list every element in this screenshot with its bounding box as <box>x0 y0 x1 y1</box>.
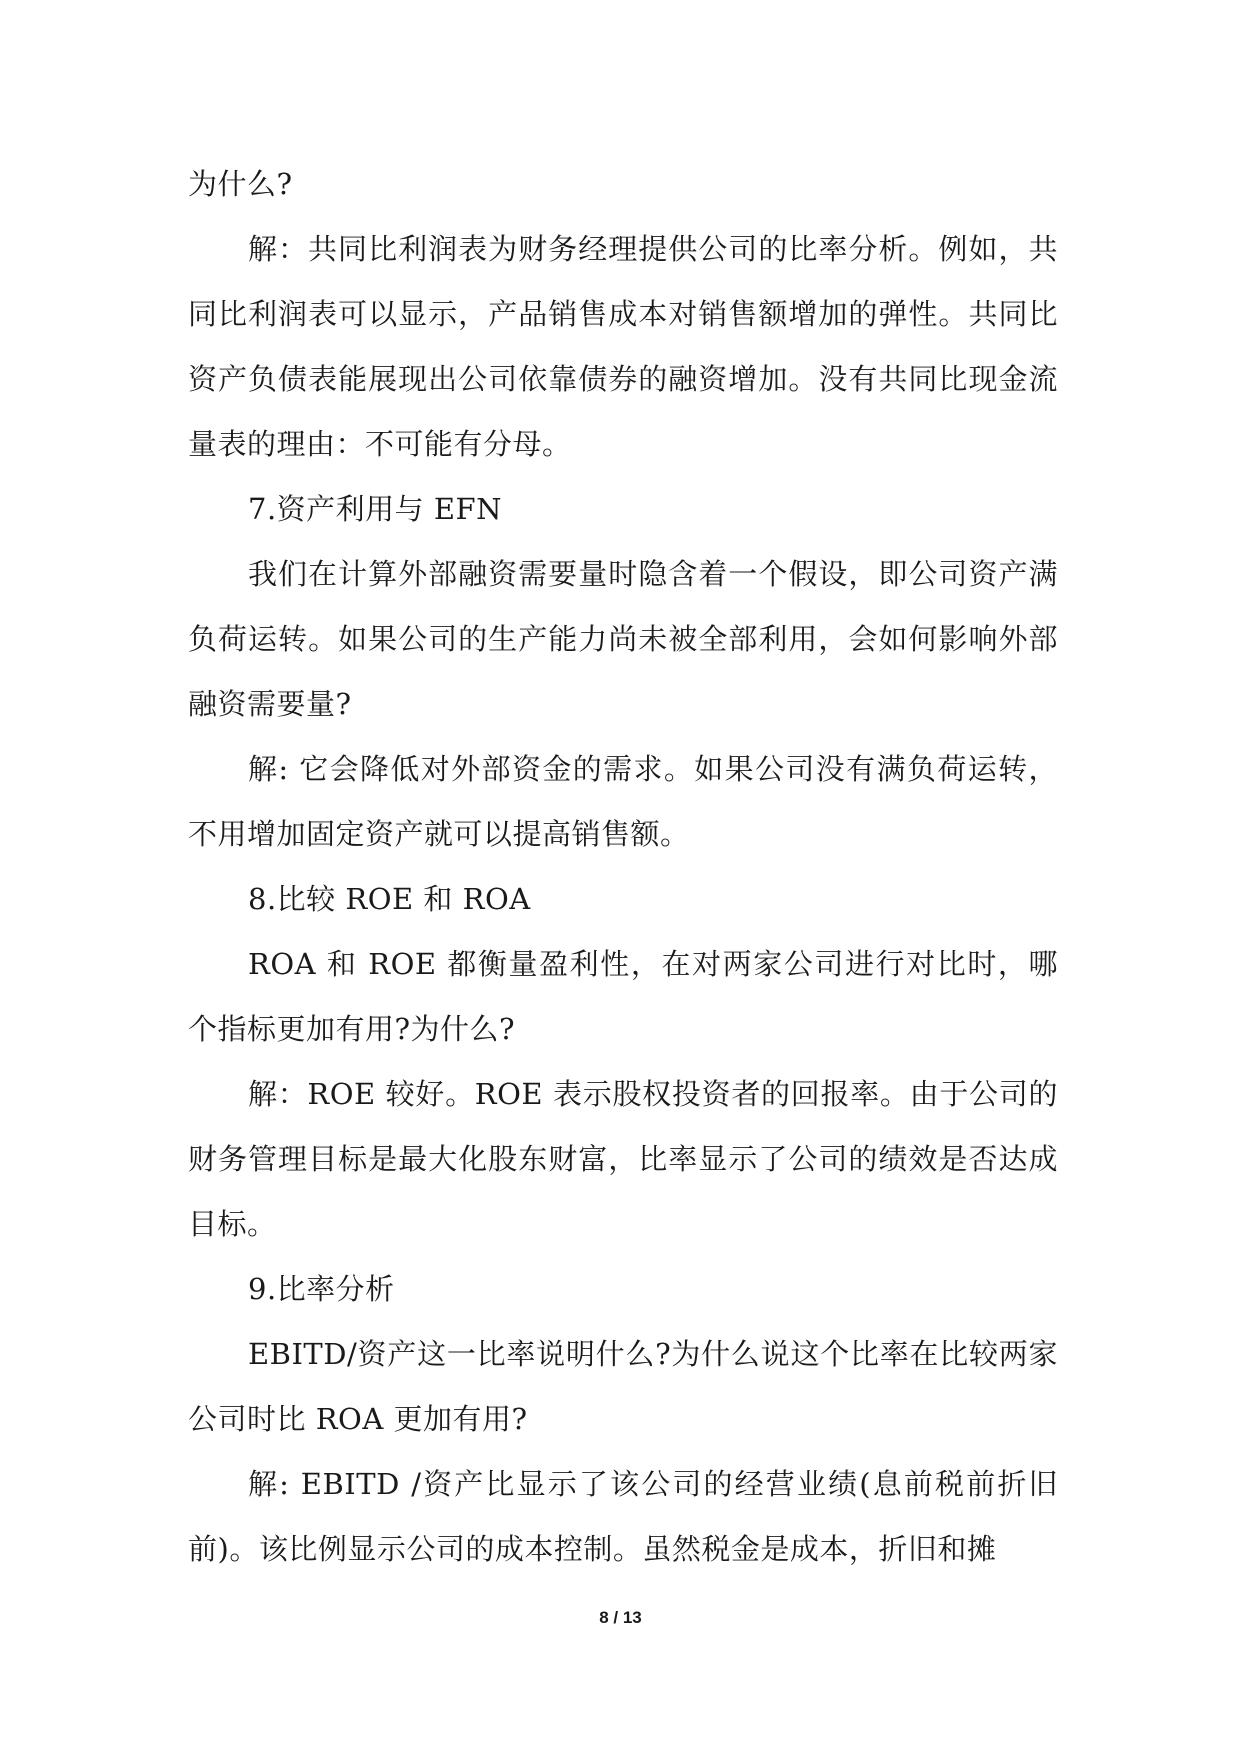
paragraph: 为什么? <box>188 167 293 201</box>
section-heading: 7.资产利用与 EFN <box>248 492 503 526</box>
answer-paragraph: 解: 它会降低对外部资金的需求。如果公司没有满负荷运转，不用增加固定资产就可以提高销售额。 <box>188 752 1058 851</box>
answer-paragraph: 解: EBITD /资产比显示了该公司的经营业绩(息前税前折旧前)。该比例显示公司的成本控制。虽然税金是成本，折旧和摊 <box>188 1467 1058 1566</box>
section-heading: 9.比率分析 <box>248 1272 395 1306</box>
paragraph: 解：共同比利润表为财务经理提供公司的比率分析。例如，共同比利润表可以显示，产品销售成本对销售额增加的弹性。共同比资产负债表能展现出公司依靠债券的融资增加。没有共同比现金流量表的理由：不可能有分母。 <box>188 232 1058 461</box>
question-paragraph: 我们在计算外部融资需要量时隐含着一个假设，即公司资产满负荷运转。如果公司的生产能力尚未被全部利用，会如何影响外部融资需要量? <box>188 557 1058 721</box>
document-body <box>188 152 1058 1582</box>
answer-paragraph: 解：ROE 较好。ROE 表示股权投资者的回报率。由于公司的财务管理目标是最大化股东财富，比率显示了公司的绩效是否达成目标。 <box>188 1077 1058 1241</box>
section-heading: 8.比较 ROE 和 ROA <box>248 882 531 916</box>
page-number: 8 / 13 <box>599 1608 642 1627</box>
question-paragraph: EBITD/资产这一比率说明什么?为什么说这个比率在比较两家公司时比 ROA 更加有用? <box>188 1337 1058 1436</box>
question-paragraph: ROA 和 ROE 都衡量盈利性，在对两家公司进行对比时，哪个指标更加有用?为什么? <box>188 947 1058 1046</box>
